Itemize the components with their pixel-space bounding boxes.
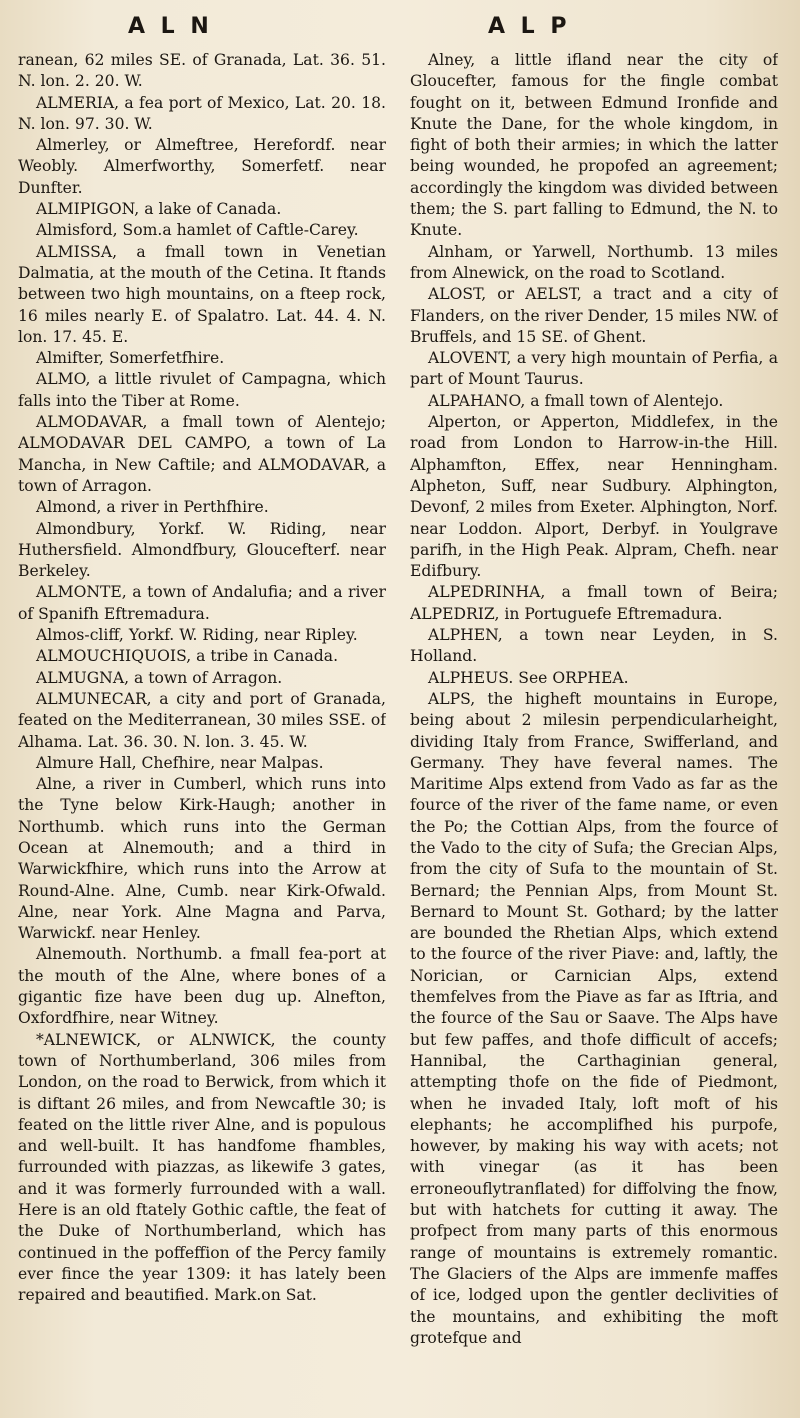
entry-paragraph: Alney, a little ifland near the city of Gloucefter, famous for the fingle combat fought on it, between Edmund Ironfide and Knute the Dane, for the whole kingdom, in fight of both their armies; in which the latter being wounded, he propofed an agreement; accordingly the kingdom was divided between them; the S. part falling to Edmund, the N. to Knute.	[410, 51, 778, 240]
entry-paragraph: ALPHEN, a town near Leyden, in S. Holland.	[410, 626, 778, 666]
entry-paragraph: ALOVENT, a very high mountain of Perfia, a part of Mount Taurus.	[410, 349, 778, 389]
entry-paragraph: ALPHEUS. See ORPHEA.	[428, 668, 629, 687]
entry-paragraph: ALMONTE, a town of Andalufia; and a river of Spanifh Eftremadura.	[18, 583, 386, 623]
entry-paragraph: ALMUGNA, a town of Arragon.	[36, 668, 283, 687]
entry-paragraph: ALMERIA, a fea port of Mexico, Lat. 20. 18. N. lon. 97. 30. W.	[18, 93, 386, 133]
entry-paragraph: ALMISSA, a fmall town in Venetian Dalmatia, at the mouth of the Cetina. It ftands between two high mountains, on a fteep rock, 16 miles nearly E. of Spalatro. Lat. 44. 4. N. lon. 17. 45. E.	[18, 242, 386, 346]
entry-paragraph: ALOST, or AELST, a tract and a city of Flanders, on the river Dender, 15 miles NW. of Bruffels, and 15 SE. of Ghent.	[410, 285, 778, 346]
entry-paragraph: ranean, 62 miles SE. of Granada, Lat. 36. 51. N. lon. 2. 20. W.	[18, 51, 386, 91]
entry-paragraph: Almerley, or Almeftree, Herefordf. near Weobly. Almerfworthy, Somerfetf. near Dunfter.	[18, 136, 386, 197]
entry-paragraph: Alnemouth. Northumb. a fmall fea-port at the mouth of the Alne, where bones of a gigantic fize have been dug up. Alnefton, Oxfordfhire, near Witney.	[18, 945, 386, 1028]
entry-paragraph: Almondbury, Yorkf. W. Riding, near Huthersfield. Almondfbury, Gloucefterf. near Berkeley.	[18, 519, 386, 581]
right-column	[410, 50, 778, 1410]
entry-paragraph: ALPAHANO, a fmall town of Alentejo.	[428, 391, 724, 410]
entry-paragraph: ALMOUCHIQUOIS, a tribe in Canada.	[36, 647, 339, 666]
entry-paragraph: ALMO, a little rivulet of Campagna, which falls into the Tiber at Rome.	[18, 370, 386, 410]
left-guide-word: A L N	[128, 14, 213, 39]
entry-paragraph: ALMUNECAR, a city and port of Granada, feated on the Mediterranean, 30 miles SSE. of Alhama. Lat. 36. 30. N. lon. 3. 45. W.	[18, 689, 386, 751]
entry-paragraph: ALPS, the higheft mountains in Europe, being about 2 milesin perpendicularheight, dividing Italy from France, Swifferland, and Germany. They have feveral names. The Maritime Alps extend from Vado as far as the fource of the river of the fame name, or even the Po; the Cottian Alps, from the fource of the Vado to the city of Sufa; the Grecian Alps, from the city of Sufa to the mountain of St. Bernard; the Pennian Alps, from Mount St. Bernard to Mount St. Gothard; by the latter are bounded the Rhetian Alps, which extend to the fource of the river Piave: and, laftly, the Norician, or Carnician Alps, extend themfelves from the Piave as far as Iftria, and the fource of the Sau or Saave. The Alps have but few paffes, and thofe difficult of accefs; Hannibal, the Carthaginian general, attempting thofe on the fide of Piedmont, when he invaded Italy, loft moft of his elephants; he accomplifhed his purpofe, however, by making his way with acets; not with vinegar (as it has been erroneouflytranflated) for diffolving the fnow, but with hatchets for cutting it away. The profpect from many parts of this enormous range of mountains is extremely romantic. The Glaciers of the Alps are immenfe maffes of ice, lodged upon the gentler declivities of the mountains, and exhibiting the moft grotefque and	[410, 689, 778, 1347]
entry-paragraph: ALPEDRINHA, a fmall town of Beira; ALPEDRIZ, in Portuguefe Eftremadura.	[410, 583, 778, 623]
right-guide-word: A L P	[488, 14, 571, 39]
entry-paragraph: Almure Hall, Chefhire, near Malpas.	[36, 753, 324, 772]
left-column	[18, 50, 386, 1410]
entry-paragraph: Alnham, or Yarwell, Northumb. 13 miles from Alnewick, on the road to Scotland.	[410, 242, 778, 282]
entry-paragraph: ALMODAVAR, a fmall town of Alentejo; ALMODAVAR DEL CAMPO, a town of La Mancha, in New Caftile; and ALMODAVAR, a town of Arragon.	[18, 413, 386, 495]
entry-paragraph: Almos-cliff, Yorkf. W. Riding, near Ripley.	[36, 626, 358, 645]
running-header	[0, 6, 800, 46]
entry-paragraph: ALMIPIGON, a lake of Canada.	[36, 200, 282, 219]
entry-paragraph: Almond, a river in Perthfhire.	[36, 498, 269, 517]
entry-paragraph: Almisford, Som.a hamlet of Caftle-Carey.	[36, 221, 359, 240]
entry-paragraph: Almifter, Somerfetfhire.	[36, 349, 225, 368]
entry-paragraph: *ALNEWICK, or ALNWICK, the county town of Northumberland, 306 miles from London, on the road to Berwick, from which it is diftant 26 miles, and from Newcaftle 30; is feated on the little river Alne, and is populous and well-built. It has handfome fhambles, furrounded with piazzas, as likewife 3 gates, and it was formerly furrounded with a wall. Here is an old ftately Gothic caftle, the feat of the Duke of Northumberland, which has continued in the poffeffion of the Percy family ever fince the year 1309: it has lately been repaired and beautified. Mark.on Sat.	[18, 1030, 386, 1305]
entry-paragraph: Alperton, or Apperton, Middlefex, in the road from London to Harrow-in-the Hill. Alphamfton, Effex, near Henningham. Alpheton, Suff, near Sudbury. Alphington, Devonf, 2 miles from Exeter. Alphington, Norf. near Loddon. Alport, Derbyf. in Youlgrave parifh, in the High Peak. Alpram, Chefh. near Edifbury.	[410, 413, 778, 581]
entry-paragraph: Alne, a river in Cumberl, which runs into the Tyne below Kirk-Haugh; another in Northumb. which runs into the German Ocean at Alnemouth; and a third in Warwickfhire, which runs into the Arrow at Round-Alne. Alne, Cumb. near Kirk-Ofwald. Alne, near York. Alne Magna and Parva, Warwickf. near Henley.	[18, 775, 386, 943]
